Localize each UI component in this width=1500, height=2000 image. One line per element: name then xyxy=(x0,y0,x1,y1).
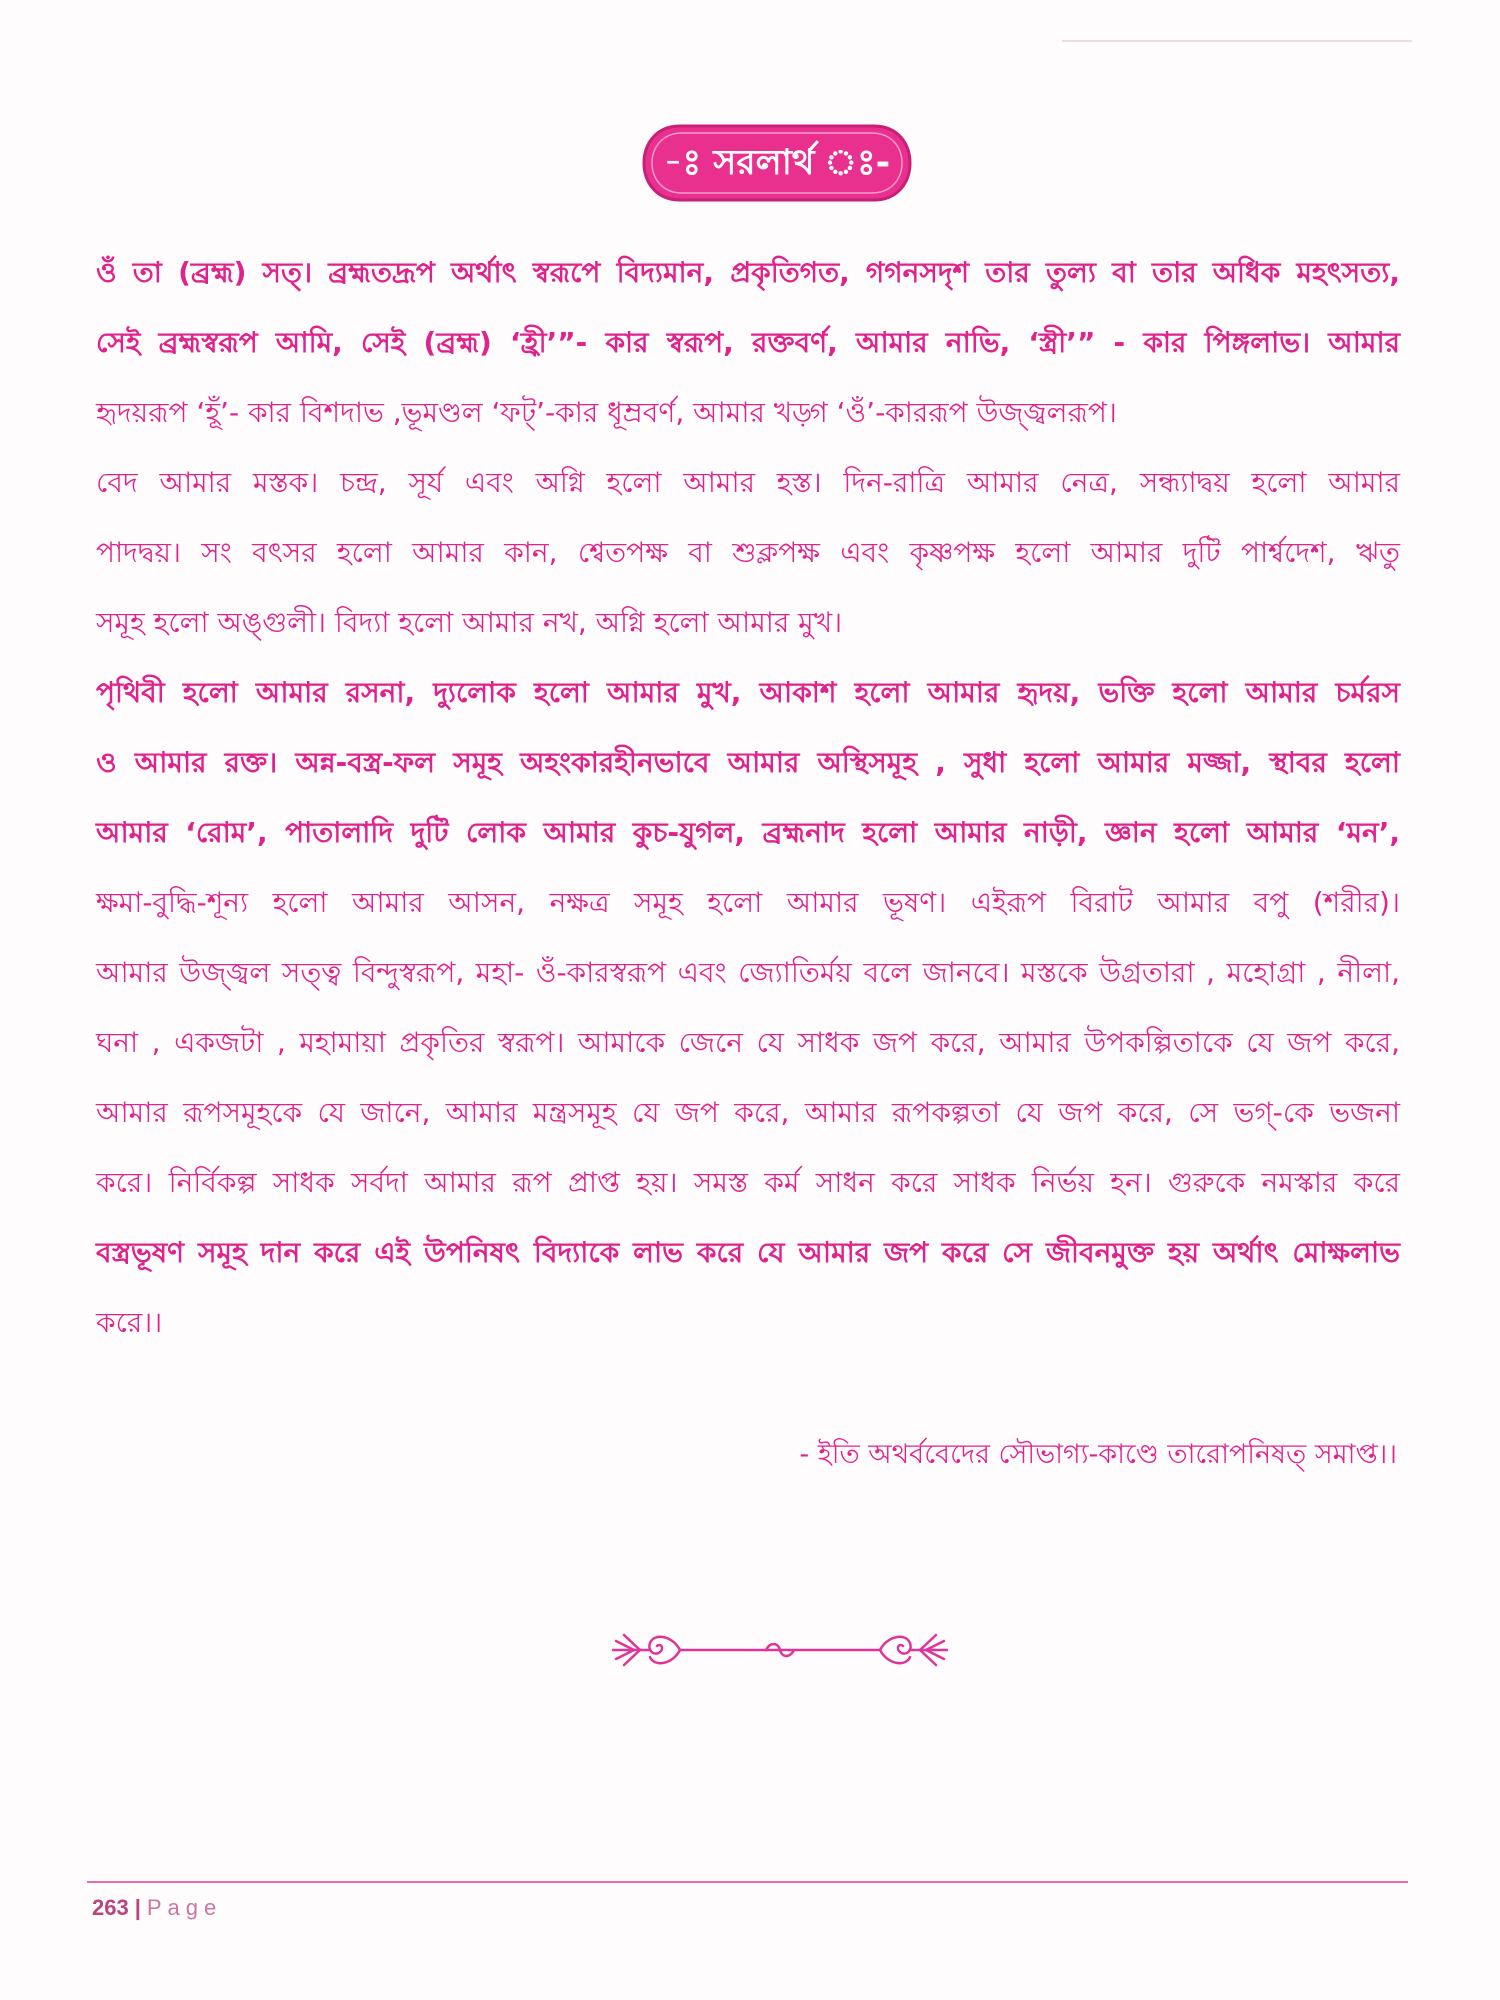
text-line: বস্ত্রভূষণ সমূহ দান করে এই উপনিষৎ বিদ্যাকে লাভ করে যে আমার জপ করে সে জীবনমুক্ত হয় অর্থাৎ মোক্ষলাভ xyxy=(96,1236,1400,1269)
text-line: সেই ব্রহ্মস্বরূপ আমি, সেই (ব্রহ্ম) ‘হ্রী’”- কার স্বরূপ, রক্তবর্ণ, আমার নাভি, ‘স্ত্রী’” - কার পিঙ্গলাভ। আমার xyxy=(96,326,1400,359)
text-line: ওঁ তা (ব্রহ্ম) সত্। ব্রহ্মতদ্রূপ অর্থাৎ স্বরূপে বিদ্যমান, প্রকৃতিগত, গগনসদৃশ তার তুল্য বা তার অধিক মহৎসত্য, xyxy=(96,256,1400,289)
body-text xyxy=(96,238,1400,1358)
ornament-left-curl-bottom xyxy=(650,1650,680,1663)
header-rule xyxy=(1062,40,1412,42)
ornament-divider xyxy=(610,1622,950,1678)
ornament-strokes xyxy=(613,1635,947,1665)
text-line: ক্ষমা-বুদ্ধি-শূন্য হলো আমার আসন, নক্ষত্র সমূহ হলো আমার ভূষণ। এইরূপ বিরাট আমার বপু (শরীর)। xyxy=(96,886,1400,919)
text-line: ঘনা , একজটা , মহামায়া প্রকৃতির স্বরূপ। আমাকে জেনে যে সাধক জপ করে, আমার উপকল্পিতাকে যে জপ করে, xyxy=(96,1026,1400,1059)
text-line: পাদদ্বয়। সং বৎসর হলো আমার কান, শ্বেতপক্ষ বা শুক্লপক্ষ এবং কৃষ্ণপক্ষ হলো আমার দুটি পার্শ্বদেশ, ঋতু xyxy=(96,536,1400,569)
ornament-right-curl-bottom xyxy=(880,1650,910,1663)
text-line: আমার রূপসমূহকে যে জানে, আমার মন্ত্রসমূহ যে জপ করে, আমার রূপকল্পতা যে জপ করে, সে ভগ্-কে ভজনা xyxy=(96,1096,1400,1129)
paragraph-3 xyxy=(96,658,1400,1358)
ornament-right-curl-top xyxy=(880,1637,911,1654)
section-title-banner xyxy=(638,120,916,206)
text-line: করে। নির্বিকল্প সাধক সর্বদা আমার রূপ প্রাপ্ত হয়। সমস্ত কর্ম সাধন করে সাধক নির্ভয় হন। গুরুকে নমস্কার করে xyxy=(96,1166,1400,1199)
text-line: সমূহ হলো অঙ্গুলী। বিদ্যা হলো আমার নখ, অগ্নি হলো আমার মুখ। xyxy=(96,606,843,639)
ornament-left-curl-top xyxy=(649,1637,680,1654)
text-line: করে।। xyxy=(96,1306,163,1339)
page-number: 263 xyxy=(92,1895,129,1920)
page-label: Page xyxy=(146,1895,223,1920)
text-line: আমার উজ্জ্বল সত্ত্ব বিন্দুস্বরূপ, মহা- ওঁ-কারস্বরূপ এবং জ্যোতির্ময় বলে জানবে। মস্তকে উগ্রতারা , মহোগ্রা , নীলা, xyxy=(96,956,1400,989)
ornament-right-flourish xyxy=(880,1635,947,1665)
footer-separator: | xyxy=(134,1895,141,1920)
text-line: ও আমার রক্ত। অন্ন-বস্ত্র-ফল সমূহ অহংকারহীনভাবে আমার অস্থিসমূহ , সুধা হলো আমার মজ্জা, স্থাবর হলো xyxy=(96,746,1400,779)
ornament-left-flourish xyxy=(613,1635,680,1665)
paragraph-2 xyxy=(96,448,1400,658)
text-line: হৃদয়রূপ ‘হূঁ’- কার বিশদাভ ,ভূমণ্ডল ‘ফট্’-কার ধূম্রবর্ণ, আমার খড়্গ ‘ওঁ’-কাররূপ উজ্জ্বলরূপ। xyxy=(96,396,1117,429)
section-title: -ঃ সরলার্থ ঃ- xyxy=(663,143,891,183)
page-footer xyxy=(92,1892,222,1924)
footer-rule xyxy=(87,1881,1408,1883)
paragraph-1 xyxy=(96,238,1400,448)
text-line: আমার ‘রোম’, পাতালাদি দুটি লোক আমার কুচ-যুগল, ব্রহ্মনাদ হলো আমার নাড়ী, জ্ঞান হলো আমার ‘মন’, xyxy=(96,816,1400,849)
text-line: পৃথিবী হলো আমার রসনা, দ্যুলোক হলো আমার মুখ, আকাশ হলো আমার হৃদয়, ভক্তি হলো আমার চর্মরস xyxy=(96,676,1400,709)
closing-colophon: - ইতি অথর্ববেদের সৌভাগ্য-কাণ্ডে তারোপনিষত্ সমাপ্ত।। xyxy=(799,1439,1397,1470)
text-line: বেদ আমার মস্তক। চন্দ্র, সূর্য এবং অগ্নি হলো আমার হস্ত। দিন-রাত্রি আমার নেত্র, সন্ধ্যাদ্বয় হলো আমার xyxy=(96,466,1400,499)
